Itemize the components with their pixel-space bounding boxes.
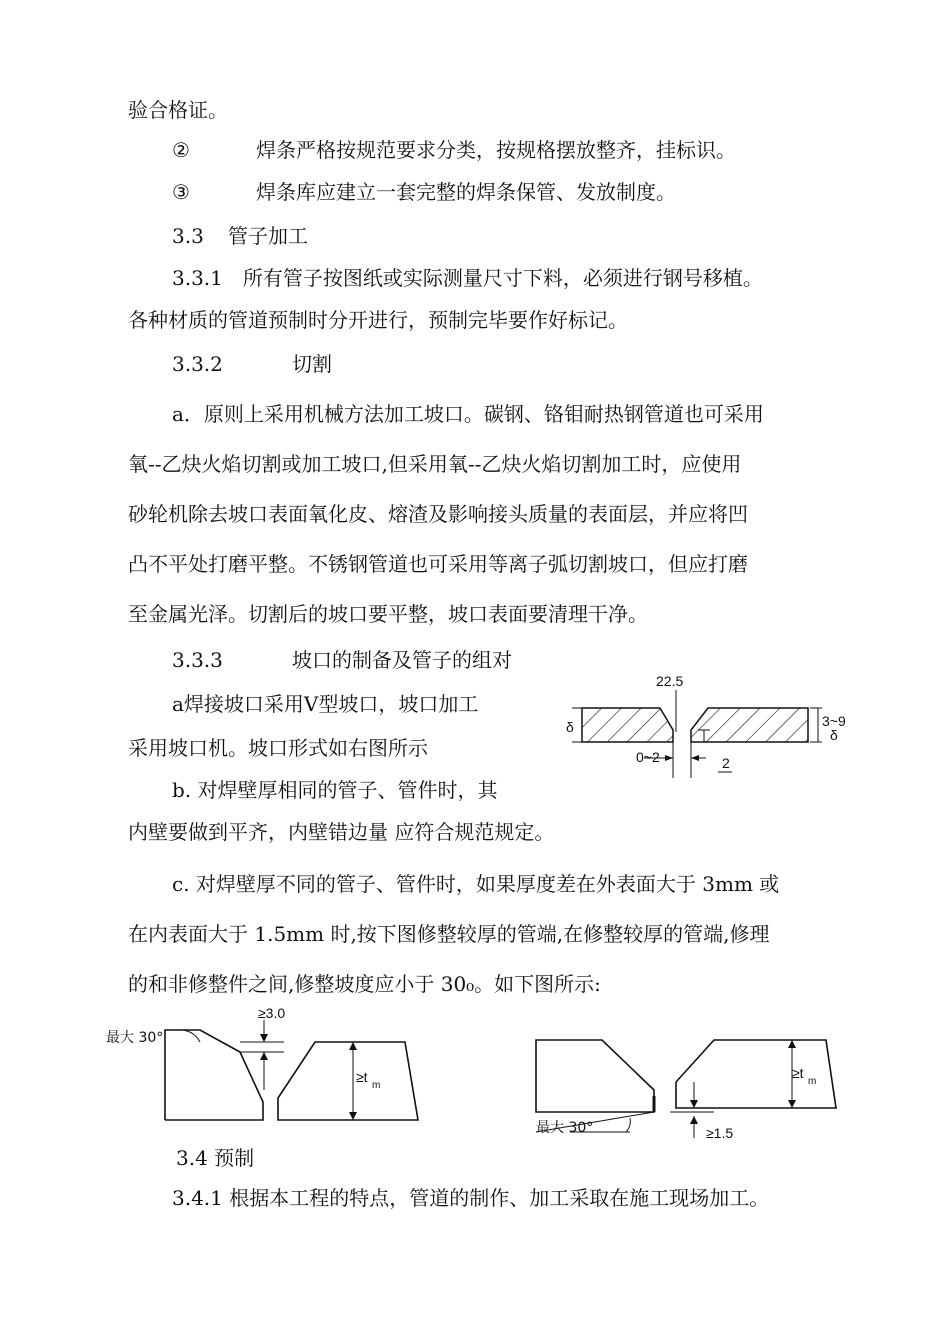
- para-c-line-1: c. 对焊壁厚不同的管子、管件时，如果厚度差在外表面大于 3mm 或: [172, 872, 780, 896]
- inner-diff-label: ≥1.5: [706, 1125, 734, 1141]
- v-bevel-diagram: [560, 670, 860, 790]
- root-label: 2: [722, 755, 730, 771]
- thick-pipe-left-inner: [536, 1040, 654, 1112]
- para-a-line-3: 砂轮机除去坡口表面氧化皮、熔渣及影响接头质量的表面层，并应将凹: [128, 502, 748, 526]
- section-3-3-3-title: 坡口的制备及管子的组对: [292, 648, 512, 672]
- para-a-line-1: a．原则上采用机械方法加工坡口。碳钢、铬钼耐热钢管道也可采用: [172, 402, 764, 426]
- section-3-3-number: 3.3: [172, 224, 204, 248]
- list-marker-3: ③: [172, 180, 190, 204]
- section-3-4-title: 3.4 预制: [176, 1146, 255, 1170]
- outer-tm-sub: m: [372, 1080, 381, 1091]
- section-3-3-2-title: 切割: [292, 352, 332, 376]
- para-a-line-2: 氧--乙炔火焰切割或加工坡口,但采用氧--乙炔火焰切割加工时，应使用: [128, 452, 742, 476]
- para-3-4-1: 3.4.1 根据本工程的特点，管道的制作、加工采取在施工现场加工。: [172, 1186, 770, 1210]
- para-c-line-3: 的和非修整件之间,修整坡度应小于 30₀。如下图所示:: [128, 972, 601, 996]
- para-3-3-1-line-1: 3.3.1 所有管子按图纸或实际测量尺寸下料，必须进行钢号移植。: [172, 266, 763, 290]
- outer-trim-diagram: [100, 1000, 440, 1130]
- thickness-right-sub: δ: [830, 727, 838, 743]
- angle-label: 22.5: [656, 673, 684, 689]
- max-angle-label-right: 最大 30°: [536, 1120, 594, 1136]
- left-plate: [582, 708, 673, 742]
- list-marker-2: ②: [172, 138, 190, 162]
- thickness-left-label: δ: [566, 719, 574, 735]
- outer-diff-label: ≥3.0: [258, 1005, 286, 1021]
- para-a-line-4: 凸不平处打磨平整。不锈钢管道也可采用等离子弧切割坡口，但应打磨: [128, 552, 748, 576]
- para-b2-line-1: b. 对焊壁厚相同的管子、管件时，其: [172, 778, 498, 802]
- inner-tm-label: ≥t: [792, 1065, 804, 1081]
- para-b2-line-2: 内壁要做到平齐，内壁错边量 应符合规范规定。: [128, 820, 555, 844]
- section-3-3-2-number: 3.3.2: [172, 352, 223, 376]
- thick-pipe-left: [165, 1030, 263, 1120]
- gap-label: 0~2: [636, 749, 660, 765]
- text-line-1: 验合格证。: [128, 98, 228, 122]
- para-c-line-2: 在内表面大于 1.5mm 时,按下图修整较厚的管端,在修整较厚的管端,修理: [128, 922, 770, 946]
- para-a-line-5: 至金属光泽。切割后的坡口要平整，坡口表面要清理干净。: [128, 602, 648, 626]
- right-plate: [691, 708, 808, 742]
- thickness-right-label: 3~9: [822, 713, 846, 729]
- max-angle-label-left: 最大 30°: [106, 1030, 164, 1046]
- thin-pipe-right: [278, 1042, 418, 1120]
- thin-pipe-right-inner: [676, 1040, 836, 1108]
- text-line-3: 焊条库应建立一套完整的焊条保管、发放制度。: [256, 180, 676, 204]
- para-b1-line-2: 采用坡口机。坡口形式如右图所示: [128, 736, 428, 760]
- text-line-2: 焊条严格按规范要求分类，按规格摆放整齐，挂标识。: [256, 138, 736, 162]
- outer-tm-label: ≥t: [356, 1069, 368, 1085]
- para-3-3-1-line-2: 各种材质的管道预制时分开进行，预制完毕要作好标记。: [128, 308, 628, 332]
- section-3-3-title: 管子加工: [228, 224, 308, 248]
- section-3-3-3-number: 3.3.3: [172, 648, 223, 672]
- para-b1-line-1: a焊接坡口采用Ⅴ型坡口，坡口加工: [172, 692, 479, 716]
- inner-tm-sub: m: [808, 1076, 817, 1087]
- inner-trim-diagram: [530, 1020, 850, 1150]
